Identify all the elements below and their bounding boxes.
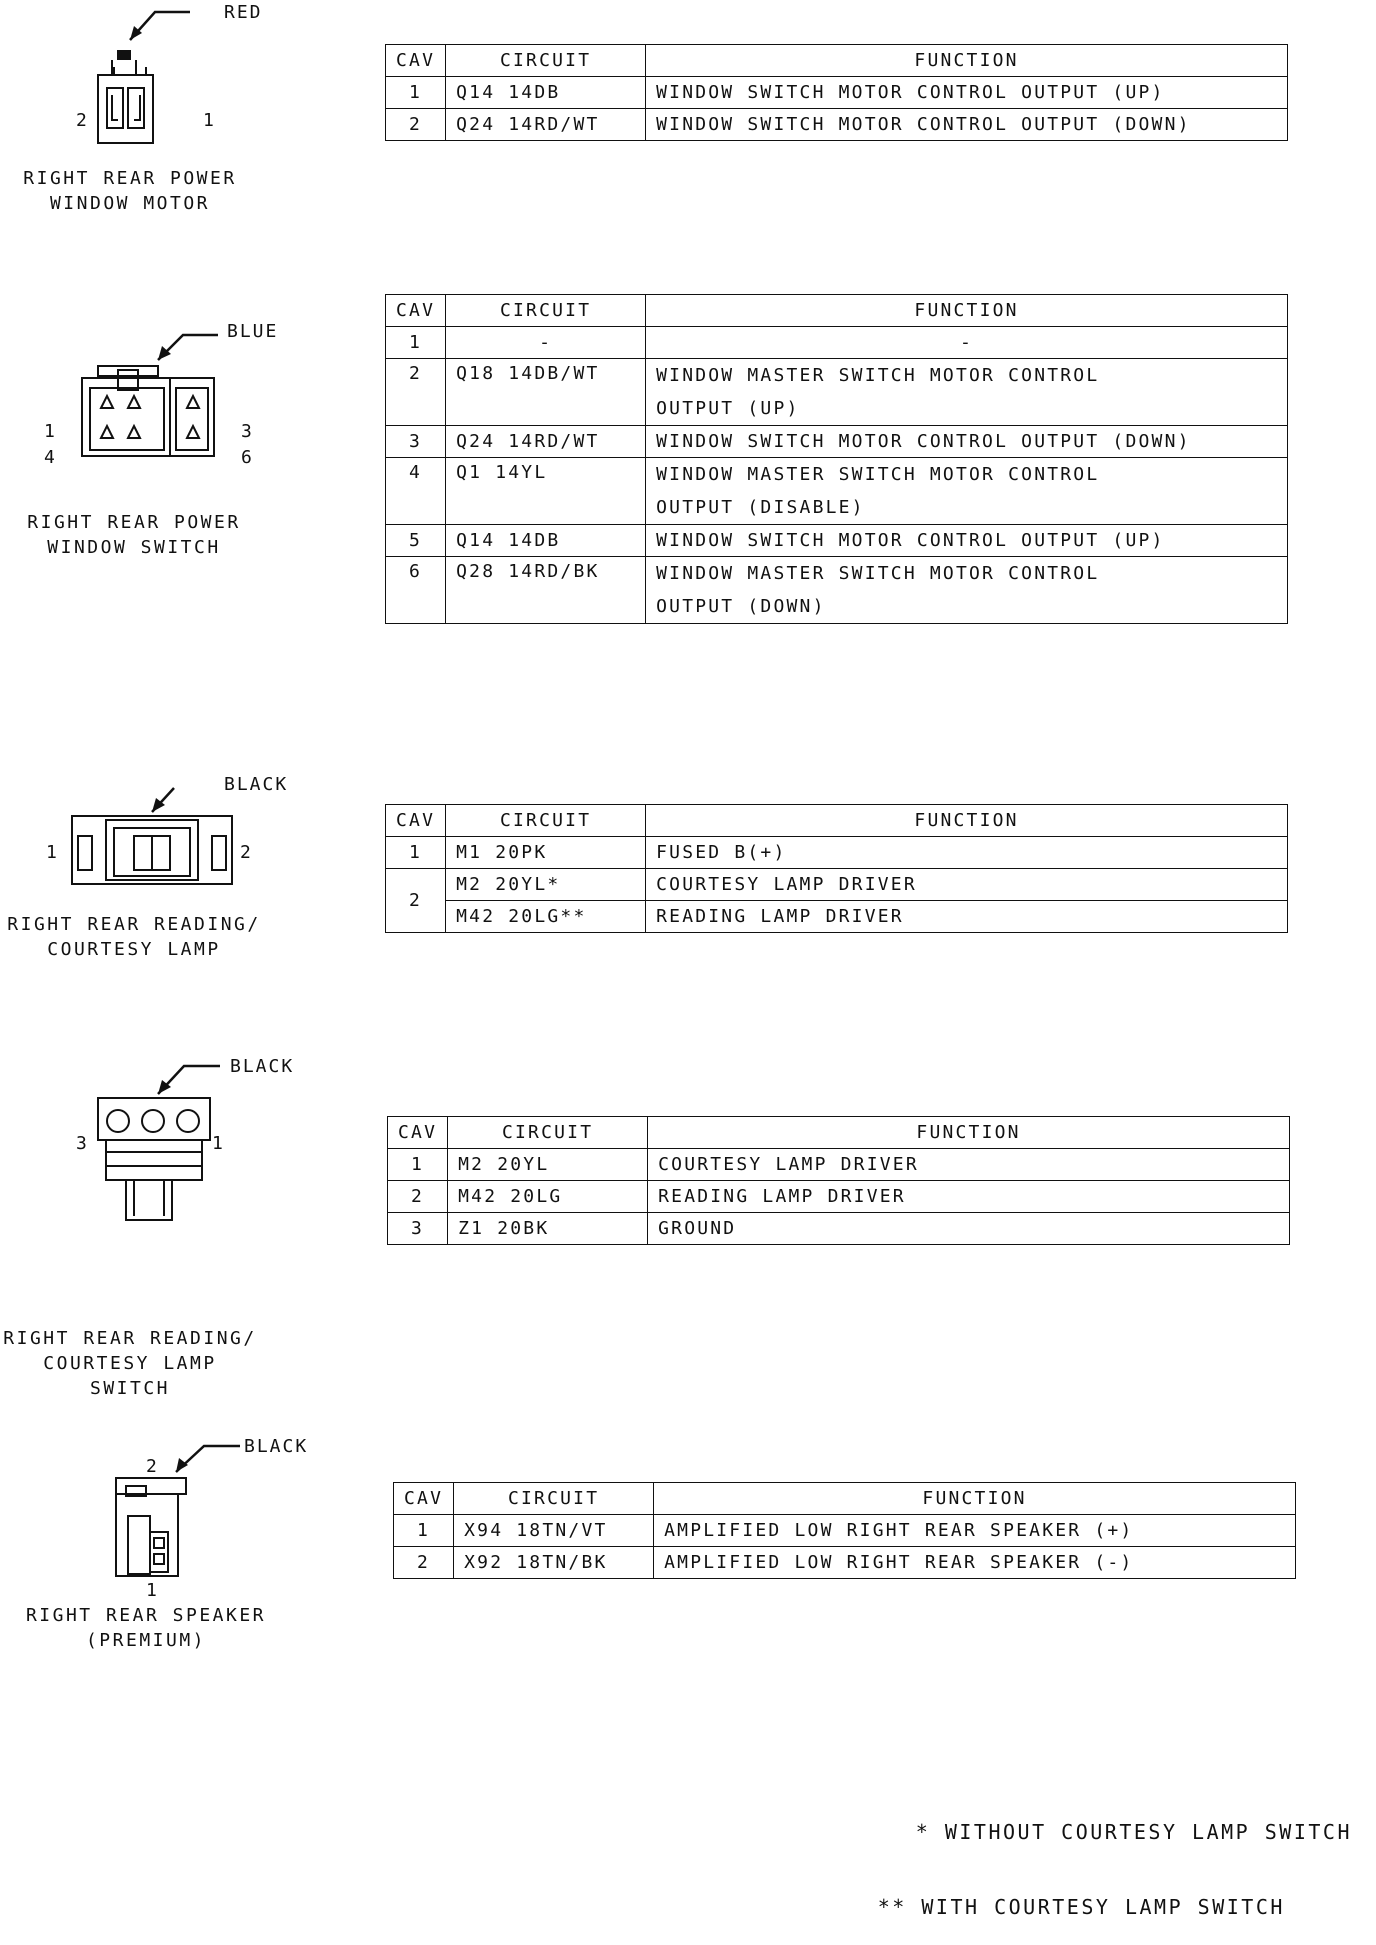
function-cell: AMPLIFIED LOW RIGHT REAR SPEAKER (+) [654,1515,1296,1547]
name-line: WINDOW MOTOR [49,193,211,214]
lamp-switch-pinout-table [387,1116,1290,1245]
cav-cell: 1 [386,327,446,359]
cav-cell: 5 [386,525,446,557]
circuit-cell: Q28 14RD/BK [446,557,646,624]
table-row [386,869,1288,901]
name-line: RIGHT REAR READING/ [7,914,261,935]
function-cell: COURTESY LAMP DRIVER [648,1149,1290,1181]
footnote-with-switch: ** WITH COURTESY LAMP SWITCH [877,1895,1285,1919]
table-row [386,837,1288,869]
circuit-cell: Q18 14DB/WT [446,359,646,426]
cav-header: CAV [394,1483,454,1515]
name-line: (PREMIUM) [85,1630,207,1651]
reading-lamp-color: BLACK [224,774,289,795]
connector-speaker [0,1420,1376,1680]
function-line: WINDOW MASTER SWITCH MOTOR CONTROL [656,563,1100,584]
table-row [386,327,1288,359]
cav-header: CAV [388,1117,448,1149]
footnote-without-switch: * WITHOUT COURTESY LAMP SWITCH [915,1820,1352,1844]
connector-reading-lamp [0,760,1376,990]
function-line: WINDOW MASTER SWITCH MOTOR CONTROL [656,464,1100,485]
speaker-pinout-table [393,1482,1296,1579]
function-cell: COURTESY LAMP DRIVER [646,869,1288,901]
cav-cell: 3 [386,426,446,458]
cav-header: CAV [386,295,446,327]
function-cell: WINDOW SWITCH MOTOR CONTROL OUTPUT (DOWN) [646,426,1288,458]
name-line: RIGHT REAR POWER [23,168,237,189]
table-row [386,426,1288,458]
circuit-cell: Q1 14YL [446,458,646,525]
pin-label: 1 [146,1580,157,1601]
name-line: COURTESY LAMP SWITCH [43,1353,217,1399]
function-header: FUNCTION [646,45,1288,77]
cav-cell: 1 [386,77,446,109]
circuit-header: CIRCUIT [448,1117,648,1149]
table-row [388,1181,1290,1213]
speaker-color: BLACK [244,1436,309,1457]
pin-label: 1 [203,110,214,131]
table-row [386,359,1288,426]
name-line: WINDOW SWITCH [47,537,221,558]
table-row [386,901,1288,933]
reading-lamp-name [4,912,264,962]
connector-window-switch [0,290,1376,650]
pin-label: 3 [76,1133,87,1154]
circuit-cell: Q14 14DB [446,77,646,109]
lamp-switch-color: BLACK [230,1056,295,1077]
function-cell: READING LAMP DRIVER [646,901,1288,933]
pin-label: 1 [44,421,55,442]
pin-label: 2 [76,110,87,131]
circuit-cell: M2 20YL* [446,869,646,901]
connector-lamp-switch [0,1050,1376,1399]
circuit-cell: X92 18TN/BK [454,1547,654,1579]
cav-cell: 1 [386,837,446,869]
cav-cell: 2 [386,869,446,933]
circuit-header: CIRCUIT [446,295,646,327]
table-row [386,77,1288,109]
lamp-switch-name [0,1326,260,1401]
cav-header: CAV [386,45,446,77]
function-cell [646,557,1288,624]
footnotes [878,1770,1352,1945]
table-row [394,1515,1296,1547]
circuit-cell: - [446,327,646,359]
cav-cell: 2 [388,1181,448,1213]
function-cell: AMPLIFIED LOW RIGHT REAR SPEAKER (-) [654,1547,1296,1579]
cav-cell: 1 [394,1515,454,1547]
function-line: OUTPUT (DOWN) [656,596,826,617]
circuit-cell: Q24 14RD/WT [446,109,646,141]
table-row [386,109,1288,141]
window-switch-pinout-table [385,294,1288,624]
function-cell: FUSED B(+) [646,837,1288,869]
pin-label: 4 [44,447,55,468]
function-cell: GROUND [648,1213,1290,1245]
function-cell: WINDOW SWITCH MOTOR CONTROL OUTPUT (DOWN) [646,109,1288,141]
reading-lamp-pinout-table [385,804,1288,933]
window-switch-color: BLUE [227,321,279,342]
circuit-cell: X94 18TN/VT [454,1515,654,1547]
cav-cell: 4 [386,458,446,525]
name-line: RIGHT REAR SPEAKER [25,1605,267,1626]
function-line: WINDOW MASTER SWITCH MOTOR CONTROL [656,365,1100,386]
cav-cell: 2 [394,1547,454,1579]
lamp-switch-connector-icon [80,1050,240,1260]
cav-cell: 2 [386,359,446,426]
name-line: RIGHT REAR POWER [27,512,241,533]
circuit-cell: M42 20LG** [446,901,646,933]
reading-lamp-connector-icon [66,760,246,890]
speaker-connector-icon [100,1420,260,1600]
circuit-cell: M1 20PK [446,837,646,869]
circuit-cell: Q14 14DB [446,525,646,557]
connector-window-motor [0,0,1376,230]
speaker-name [16,1603,276,1653]
function-cell [646,359,1288,426]
pin-label: 1 [212,1133,223,1154]
function-line: OUTPUT (UP) [656,398,800,419]
cav-cell: 2 [386,109,446,141]
name-line: RIGHT REAR READING/ [3,1328,257,1349]
function-cell [646,458,1288,525]
cav-header: CAV [386,805,446,837]
circuit-cell: M42 20LG [448,1181,648,1213]
cav-cell: 6 [386,557,446,624]
function-header: FUNCTION [654,1483,1296,1515]
table-row [386,458,1288,525]
function-cell: WINDOW SWITCH MOTOR CONTROL OUTPUT (UP) [646,77,1288,109]
function-header: FUNCTION [648,1117,1290,1149]
table-row [388,1213,1290,1245]
table-row [388,1149,1290,1181]
window-switch-connector-icon [68,320,228,480]
function-cell: WINDOW SWITCH MOTOR CONTROL OUTPUT (UP) [646,525,1288,557]
circuit-cell: Z1 20BK [448,1213,648,1245]
table-row [386,557,1288,624]
pin-label: 2 [146,1456,157,1477]
circuit-header: CIRCUIT [446,45,646,77]
table-row [394,1547,1296,1579]
window-motor-pinout-table [385,44,1288,141]
pin-label: 1 [46,842,57,863]
cav-cell: 3 [388,1213,448,1245]
pin-label: 6 [241,447,252,468]
window-motor-connector-icon [90,0,250,160]
window-motor-name [0,166,260,216]
circuit-header: CIRCUIT [446,805,646,837]
table-row [386,525,1288,557]
window-motor-color: RED [224,2,263,23]
cav-cell: 1 [388,1149,448,1181]
function-header: FUNCTION [646,805,1288,837]
name-line: COURTESY LAMP [47,939,221,960]
function-cell: - [646,327,1288,359]
circuit-header: CIRCUIT [454,1483,654,1515]
function-line: OUTPUT (DISABLE) [656,497,865,518]
function-cell: READING LAMP DRIVER [648,1181,1290,1213]
circuit-cell: Q24 14RD/WT [446,426,646,458]
window-switch-name [4,510,264,560]
circuit-cell: M2 20YL [448,1149,648,1181]
pin-label: 3 [241,421,252,442]
pin-label: 2 [240,842,251,863]
function-header: FUNCTION [646,295,1288,327]
